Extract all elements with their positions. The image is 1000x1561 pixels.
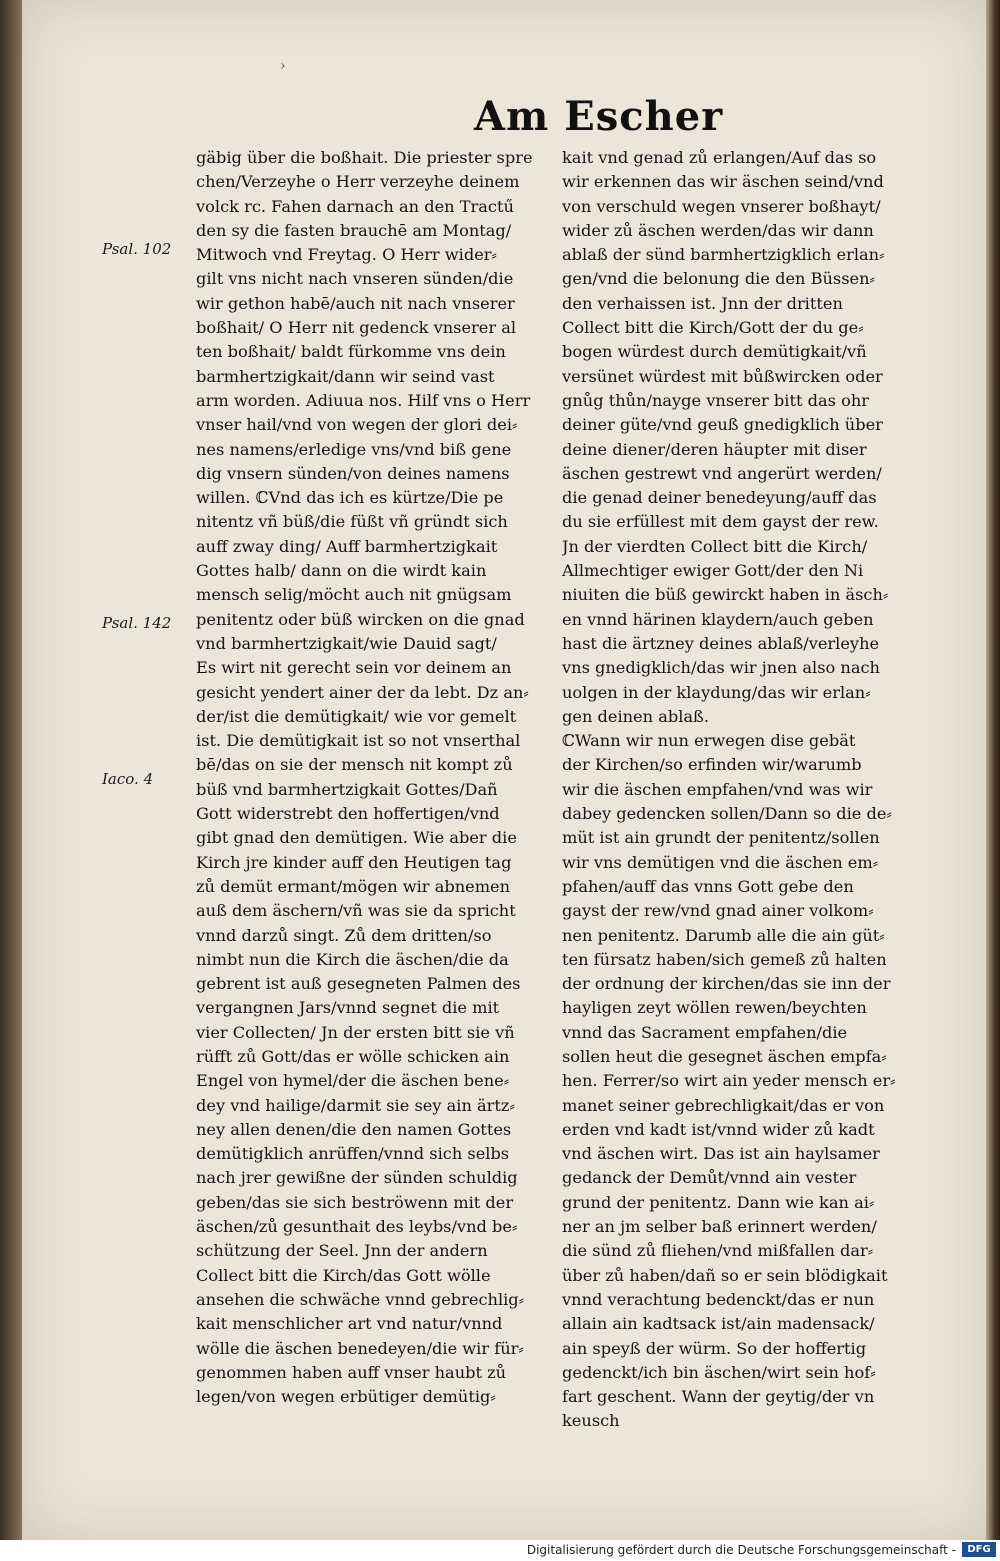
- left-column-line: penitentz oder büß wircken on die gnad: [196, 609, 525, 629]
- right-column-line: hast die ärtzney deines ablaß/verleyhe: [562, 633, 880, 653]
- right-column-line: vnnd verachtung bedenckt/das er nun: [562, 1289, 875, 1309]
- left-text-column: [196, 146, 542, 1409]
- left-column-line: Mitwoch vnd Freytag. O Herr wider⸗: [196, 245, 497, 265]
- left-column-line: volck rc. Fahen darnach an den Tractű: [196, 196, 514, 216]
- left-column-line: auff zway ding/ Auff barmhertzigkait: [196, 536, 498, 556]
- right-column-line: sollen heut die gesegnet äschen empfa⸗: [562, 1046, 887, 1066]
- left-column-line: den sy die fasten brauchē am Montag/: [196, 220, 512, 240]
- left-column-line: wölle die äschen benedeyen/die wir für⸗: [196, 1338, 524, 1358]
- right-column-line: ablaß der sünd barmhertzigklich erlan⸗: [562, 245, 885, 265]
- right-column-line: Jn der vierdten Collect bitt die Kirch/: [562, 536, 868, 556]
- right-column-line: die genad deiner benedeyung/auff das: [562, 488, 877, 508]
- left-column-line: dey vnd hailige/darmit sie sey ain ärtz⸗: [196, 1095, 515, 1115]
- right-column-line: ain speyß der würm. So der hoffertig: [562, 1338, 867, 1358]
- right-column-line: nen penitentz. Darumb alle die ain güt⸗: [562, 925, 885, 945]
- left-column-line: vnnd darzů singt. Zů dem dritten/so: [196, 925, 492, 945]
- right-column-line: die sünd zů fliehen/vnd mißfallen dar⸗: [562, 1241, 874, 1261]
- page-mark: ›: [280, 58, 286, 74]
- right-column-line: vnd äschen wirt. Das ist ain haylsamer: [562, 1144, 880, 1164]
- margin-note-psalm-102: Psal. 102: [102, 240, 172, 258]
- left-column-line: Collect bitt die Kirch/das Gott wölle: [196, 1265, 491, 1285]
- left-column-line: ney allen denen/die den namen Gottes: [196, 1119, 512, 1139]
- left-column-line: vier Collecten/ Jn der ersten bitt sie vñ: [196, 1022, 515, 1042]
- left-column-line: gäbig über die boßhait. Die priester spre: [196, 148, 533, 167]
- left-column-line: schützung der Seel. Jnn der andern: [196, 1241, 488, 1261]
- left-column-line: wir gethon habē/auch nit nach vnserer: [196, 293, 515, 313]
- right-column-line: wir vns demütigen vnd die äschen em⸗: [562, 852, 879, 872]
- left-column-line: gibt gnad den demütigen. Wie aber die: [196, 828, 517, 848]
- right-column-line: gedenckt/ich bin äschen/wirt sein hof⸗: [562, 1362, 876, 1382]
- right-column-line: Allmechtiger ewiger Gott/der den Ni: [562, 561, 864, 581]
- right-column-line: uolgen in der klaydung/das wir erlan⸗: [562, 682, 871, 702]
- left-column-line: barmhertzigkait/dann wir seind vast: [196, 366, 495, 386]
- right-column-line: hayligen zeyt wöllen rewen/beychten: [562, 998, 867, 1018]
- right-text-column: [562, 146, 902, 1434]
- right-column-line: grund der penitentz. Dann wie kan ai⸗: [562, 1192, 875, 1212]
- left-column-line: boßhait/ O Herr nit gedenck vnserer al: [196, 318, 517, 338]
- right-column-line: gedanck der Demůt/vnnd ain vester: [562, 1168, 857, 1188]
- margin-note-psalm-142: Psal. 142: [102, 614, 172, 632]
- margin-note-jacobus-4: Iaco. 4: [102, 770, 154, 788]
- dfg-logo: DFG: [962, 1542, 996, 1557]
- left-column-line: äschen/zů gesunthait des leybs/vnd be⸗: [196, 1217, 518, 1237]
- left-column-line: bē/das on sie der mensch nit kompt zů: [196, 755, 513, 775]
- footer-bar: [0, 1540, 1000, 1561]
- right-column-line: pfahen/auff das vnns Gott gebe den: [562, 876, 854, 896]
- left-column-line: willen. ℂVnd das ich es kürtze/Die pe: [196, 488, 504, 508]
- left-column-line: Es wirt nit gerecht sein vor deinem an: [196, 658, 512, 678]
- right-column-line: bogen würdest durch demütigkait/vñ: [562, 342, 867, 362]
- left-column-line: mensch selig/möcht auch nit gnügsam: [196, 585, 512, 605]
- left-column-line: nach jrer gewißne der sünden schuldig: [196, 1168, 518, 1188]
- right-column-line: gen/vnd die belonung die den Büssen⸗: [562, 269, 875, 289]
- funding-notice: Digitalisierung gefördert durch die Deutsche Forschungsgemeinschaft -: [526, 1543, 956, 1557]
- right-column-line: äschen gestrewt vnd angerürt werden/: [562, 463, 882, 483]
- right-column-line: wir erkennen das wir äschen seind/vnd: [562, 172, 884, 192]
- left-column-line: genommen haben auff vnser haubt zů: [196, 1362, 507, 1382]
- left-column-line: gilt vns nicht nach vnseren sünden/die: [196, 269, 514, 289]
- right-column-line: en vnnd härinen klaydern/auch geben: [562, 609, 874, 629]
- left-column-line: nes namens/erledige vns/vnd biß gene: [196, 439, 512, 459]
- left-column-line: kait menschlicher art vnd natur/vnnd: [196, 1314, 503, 1334]
- right-column-line: gayst der rew/vnd gnad ainer volkom⸗: [562, 901, 874, 921]
- left-column-line: legen/von wegen erbütiger demütig⸗: [196, 1387, 496, 1407]
- right-column-line: gen deinen ablaß.: [562, 706, 710, 726]
- left-column-line: dig vnsern sünden/von deines namens: [196, 463, 510, 483]
- right-column-line: von verschuld wegen vnserer boßhayt/: [562, 196, 881, 216]
- right-column-line: über zů haben/dañ so er sein blödigkait: [562, 1265, 888, 1285]
- right-column-line: der Kirchen/so erfinden wir/warumb: [562, 755, 862, 775]
- left-column-line: geben/das sie sich beströwenn mit der: [196, 1192, 514, 1212]
- left-column-line: Engel von hymel/der die äschen bene⸗: [196, 1071, 510, 1091]
- left-column-line: vergangnen Jars/vnnd segnet die mit: [196, 998, 500, 1018]
- right-column-line: allain ain kadtsack ist/ain madensack/: [562, 1314, 875, 1334]
- right-column-line: du sie erfüllest mit dem gayst der rew.: [562, 512, 879, 532]
- left-column-line: gesicht yendert ainer der da lebt. Dz an⸗: [196, 682, 529, 702]
- right-column-line: ner an jm selber baß erinnert werden/: [562, 1217, 877, 1237]
- left-column-line: ist. Die demütigkait ist so not vnserthal: [196, 731, 521, 751]
- right-column-line: müt ist ain grundt der penitentz/sollen: [562, 828, 880, 848]
- left-column-line: Kirch jre kinder auff den Heutigen tag: [196, 852, 512, 872]
- right-column-line: fart geschent. Wann der geytig/der vn: [562, 1387, 875, 1407]
- right-column-line: vns gnedigklich/das wir jnen also nach: [562, 658, 880, 678]
- right-column-line: wir die äschen empfahen/vnd was wir: [562, 779, 873, 799]
- right-column-line: der ordnung der kirchen/das sie inn der: [562, 974, 891, 994]
- right-column-line: hen. Ferrer/so wirt ain yeder mensch er⸗: [562, 1071, 896, 1091]
- right-column-line: ten fürsatz haben/sich gemeß zů halten: [562, 949, 887, 969]
- right-column-line: gnůg thůn/nayge vnserer bitt das ohr: [562, 390, 869, 410]
- right-column-line: versünet würdest mit bůßwircken oder: [562, 366, 883, 386]
- right-column-line: manet seiner gebrechligkait/das er von: [562, 1095, 885, 1115]
- right-column-line: vnnd das Sacrament empfahen/die: [562, 1022, 848, 1042]
- right-column-line: dabey gedencken sollen/Dann so die de⸗: [562, 804, 892, 824]
- right-column-line: deiner güte/vnd geuß gnedigklich über: [562, 415, 883, 435]
- right-column-line: kait vnd genad zů erlangen/Auf das so: [562, 148, 877, 167]
- left-column-line: vnd barmhertzigkait/wie Dauid sagt/: [196, 633, 497, 653]
- right-column-line: wider zů äschen werden/das wir dann: [562, 220, 874, 240]
- left-column-line: zů demüt ermant/mögen wir abnemen: [196, 876, 511, 896]
- right-column-line: keusch: [562, 1411, 620, 1431]
- left-column-line: ten boßhait/ baldt fürkomme vns dein: [196, 342, 506, 362]
- left-column-line: rüfft zů Gott/das er wölle schicken ain: [196, 1046, 510, 1066]
- left-column-line: der/ist die demütigkait/ wie vor gemelt: [196, 706, 517, 726]
- left-column-line: Gott widerstrebt den hoffertigen/vnd: [196, 804, 500, 824]
- right-column-line: Collect bitt die Kirch/Gott der du ge⸗: [562, 318, 864, 338]
- running-head: Am Escher: [474, 93, 724, 140]
- left-column-line: nimbt nun die Kirch die äschen/die da: [196, 949, 509, 969]
- left-column-line: büß vnd barmhertzigkait Gottes/Dañ: [196, 779, 498, 799]
- right-column-line: erden vnd kadt ist/vnnd wider zů kadt: [562, 1119, 875, 1139]
- scan-left-edge: [0, 0, 24, 1540]
- right-column-line: niuiten die büß gewirckt haben in äsch⸗: [562, 585, 889, 605]
- left-column-line: ansehen die schwäche vnnd gebrechlig⸗: [196, 1289, 525, 1309]
- left-column-line: auß dem äschern/vñ was sie da spricht: [196, 901, 516, 921]
- left-column-line: chen/Verzeyhe o Herr verzeyhe deinem: [196, 172, 520, 192]
- left-column-line: Gottes halb/ dann on die wirdt kain: [196, 561, 487, 581]
- right-column-line: ℂWann wir nun erwegen dise gebät: [562, 731, 856, 751]
- right-column-line: deine diener/deren häupter mit diser: [562, 439, 867, 459]
- left-column-line: arm worden. Adiuua nos. Hilf vns o Herr: [196, 390, 531, 410]
- scan-right-edge: [986, 0, 1000, 1540]
- right-column-line: den verhaissen ist. Jnn der dritten: [562, 293, 843, 313]
- book-page: [22, 0, 988, 1540]
- left-column-line: vnser hail/vnd von wegen der glori dei⸗: [196, 415, 518, 435]
- left-column-line: nitentz vñ büß/die füßt vñ gründt sich: [196, 512, 508, 532]
- left-column-line: gebrent ist auß gesegneten Palmen des: [196, 974, 521, 994]
- left-column-line: demütigklich anrüffen/vnnd sich selbs: [196, 1144, 510, 1164]
